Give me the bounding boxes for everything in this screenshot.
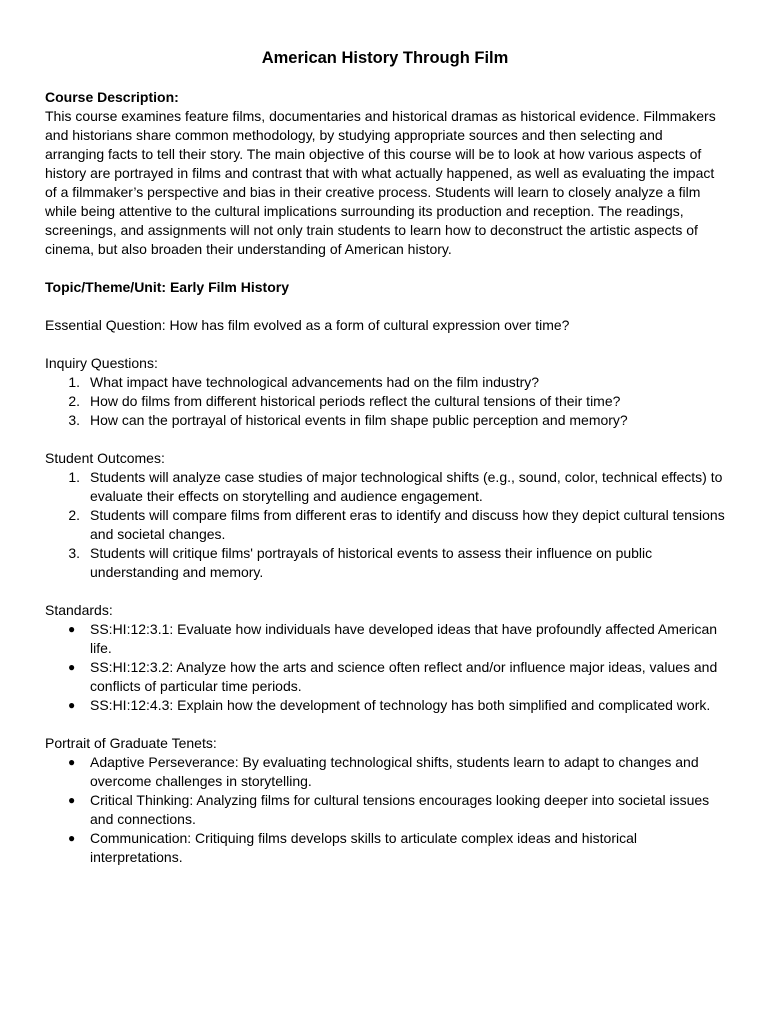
list-number: 1. <box>68 374 80 390</box>
list-number: 3. <box>68 545 80 561</box>
bullet-icon: ● <box>68 660 76 674</box>
list-item-text: How do films from different historical periods reflect the cultural tensions of their time? <box>90 393 621 409</box>
list-item-text: Communication: Critiquing films develops skills to articulate complex ideas and historical interpretations. <box>90 830 638 865</box>
standards-heading: Standards: <box>45 602 113 618</box>
list-item-text: Adaptive Perseverance: By evaluating technological shifts, students learn to adapt to changes and overcome challenges in storytelling. <box>90 754 699 789</box>
student-outcomes-list <box>45 468 725 582</box>
list-number: 3. <box>68 412 80 428</box>
list-item-text: SS:HI:12:4.3: Explain how the development of technology has both simplified and complicated work. <box>90 697 711 713</box>
student-outcomes-heading: Student Outcomes: <box>45 450 165 466</box>
bullet-icon: ● <box>68 698 76 712</box>
list-item <box>45 620 725 658</box>
list-item <box>45 696 725 715</box>
list-item-text: Students will compare films from different eras to identify and discuss how they depict cultural tensions and societal changes. <box>90 507 725 542</box>
list-item-text: Students will analyze case studies of major technological shifts (e.g., sound, color, technical effects) to evaluate their effects on storytelling and audience engagement. <box>90 469 723 504</box>
list-item-text: Students will critique films' portrayals of historical events to assess their influence on public understanding and memory. <box>90 545 653 580</box>
list-number: 2. <box>68 507 80 523</box>
page-title: American History Through Film <box>261 49 509 67</box>
list-item <box>45 544 725 582</box>
topic-heading: Topic/Theme/Unit: Early Film History <box>45 279 290 295</box>
list-item-text: SS:HI:12:3.1: Evaluate how individuals have developed ideas that have profoundly affected American life. <box>90 621 718 656</box>
list-item <box>45 392 725 411</box>
list-item-text: SS:HI:12:3.2: Analyze how the arts and science often reflect and/or influence major ideas, values and conflicts of particular time periods. <box>90 659 718 694</box>
essential-question-label: Essential Question: <box>45 317 166 333</box>
document-content <box>45 47 725 867</box>
list-item <box>45 658 725 696</box>
list-number: 2. <box>68 393 80 409</box>
course-description-heading: Course Description: <box>45 89 179 105</box>
bullet-icon: ● <box>68 622 76 636</box>
list-item <box>45 829 725 867</box>
list-item-text: Critical Thinking: Analyzing films for cultural tensions encourages looking deeper into societal issues and connections. <box>90 792 710 827</box>
essential-question-text: How has film evolved as a form of cultural expression over time? <box>169 317 570 333</box>
list-item <box>45 506 725 544</box>
standards-list <box>45 620 725 715</box>
inquiry-questions-list <box>45 373 725 430</box>
list-number: 1. <box>68 469 80 485</box>
list-item <box>45 373 725 392</box>
list-item <box>45 791 725 829</box>
portrait-tenets-list <box>45 753 725 867</box>
course-description-text: This course examines feature films, documentaries and historical dramas as historical evidence. Filmmakers and historians share common methodology, by studying appropriate sources and then selecting and arranging facts to tell their story. The main objective of this course will be to look at how various aspects of history are portrayed in films and contrast that with what actually happened, as well as evaluating the impact of a filmmaker’s perspective and bias in their creative process. Students will learn to closely analyze a film while being attentive to the cultural implications surrounding its production and reception. The readings, screenings, and assignments will not only train students to learn how to deconstruct the artistic aspects of cinema, but also broaden their understanding of American history. <box>45 108 716 257</box>
list-item <box>45 468 725 506</box>
portrait-tenets-heading: Portrait of Graduate Tenets: <box>45 735 217 751</box>
list-item-text: What impact have technological advancements had on the film industry? <box>90 374 540 390</box>
bullet-icon: ● <box>68 755 76 769</box>
inquiry-questions-heading: Inquiry Questions: <box>45 355 158 371</box>
list-item <box>45 753 725 791</box>
list-item-text: How can the portrayal of historical events in film shape public perception and memory? <box>90 412 628 428</box>
essential-question <box>45 316 725 335</box>
bullet-icon: ● <box>68 793 76 807</box>
list-item <box>45 411 725 430</box>
bullet-icon: ● <box>68 831 76 845</box>
